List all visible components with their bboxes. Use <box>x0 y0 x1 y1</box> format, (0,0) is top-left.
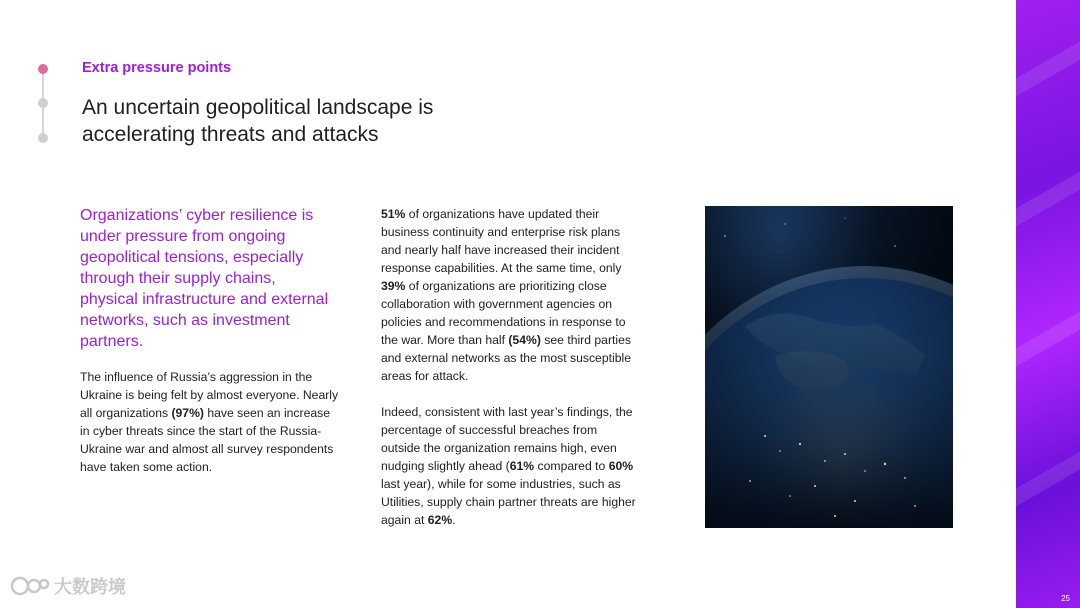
progress-dots <box>36 62 50 146</box>
text-run: compared to <box>534 459 609 473</box>
text-run: have seen an increase in cyber threats since the start of the Russia-Ukraine war and almost all survey respondents have taken some action. <box>80 406 334 474</box>
middle-body-text <box>381 205 636 529</box>
stripe-streak <box>1016 42 1080 97</box>
slide-title: An uncertain geopolitical landscape is accelerating threats and attacks <box>82 96 434 146</box>
earth-from-space-image <box>705 206 953 528</box>
stripe-streak <box>1016 172 1080 227</box>
progress-dot-active <box>38 64 48 74</box>
page-number: 25 <box>1061 594 1070 603</box>
lead-paragraph: Organizations’ cyber resilience is under pressure from ongoing geopolitical tensions, especially through their supply chains, physical infrastructure and external networks, such as investment partners. <box>80 207 329 350</box>
stat-54: (54%) <box>508 333 541 347</box>
stat-61: 61% <box>509 459 535 473</box>
left-paragraph <box>80 368 340 476</box>
text-run: . <box>452 513 456 527</box>
text-run: The influence of Russia’s aggression in the Ukraine is being felt by almost everyone. Nearly all organizations <box>80 370 339 420</box>
section-eyebrow: Extra pressure points <box>82 60 232 76</box>
text-run: of organizations are prioritizing close collaboration with government agencies on policies and recommendations in response to the war. More than half <box>381 279 626 347</box>
stat-62: 62% <box>427 513 453 527</box>
progress-dot <box>38 98 48 108</box>
text-run: last year), while for some industries, such as Utilities, supply chain partner threats are higher again at <box>381 477 636 527</box>
text-run: of organizations have updated their business continuity and enterprise risk plans and nearly half have increased their incident response capabilities. At the same time, only <box>381 207 622 275</box>
stat-51: 51% <box>381 207 406 221</box>
stat-60: 60% <box>608 459 634 473</box>
left-body-text <box>80 368 340 476</box>
stat-97: (97%) <box>171 406 204 420</box>
progress-dot <box>38 133 48 143</box>
stat-39: 39% <box>381 279 406 293</box>
middle-paragraph-1 <box>381 205 636 385</box>
text-run: see third parties and external networks as the most susceptible areas for attack. <box>381 333 631 383</box>
middle-paragraph-2 <box>381 403 636 529</box>
watermark-text: 大数跨境 <box>54 577 126 597</box>
earth-illustration <box>705 206 953 528</box>
stripe-streak <box>1016 452 1080 507</box>
stripe-streak <box>1016 312 1080 367</box>
watermark <box>10 572 126 600</box>
watermark-logo-icon <box>10 572 50 600</box>
decorative-side-stripe <box>1016 0 1080 608</box>
text-run: Indeed, consistent with last year’s findings, the percentage of successful breaches from outside the organization remains high, even nudging slightly ahead ( <box>381 405 633 473</box>
